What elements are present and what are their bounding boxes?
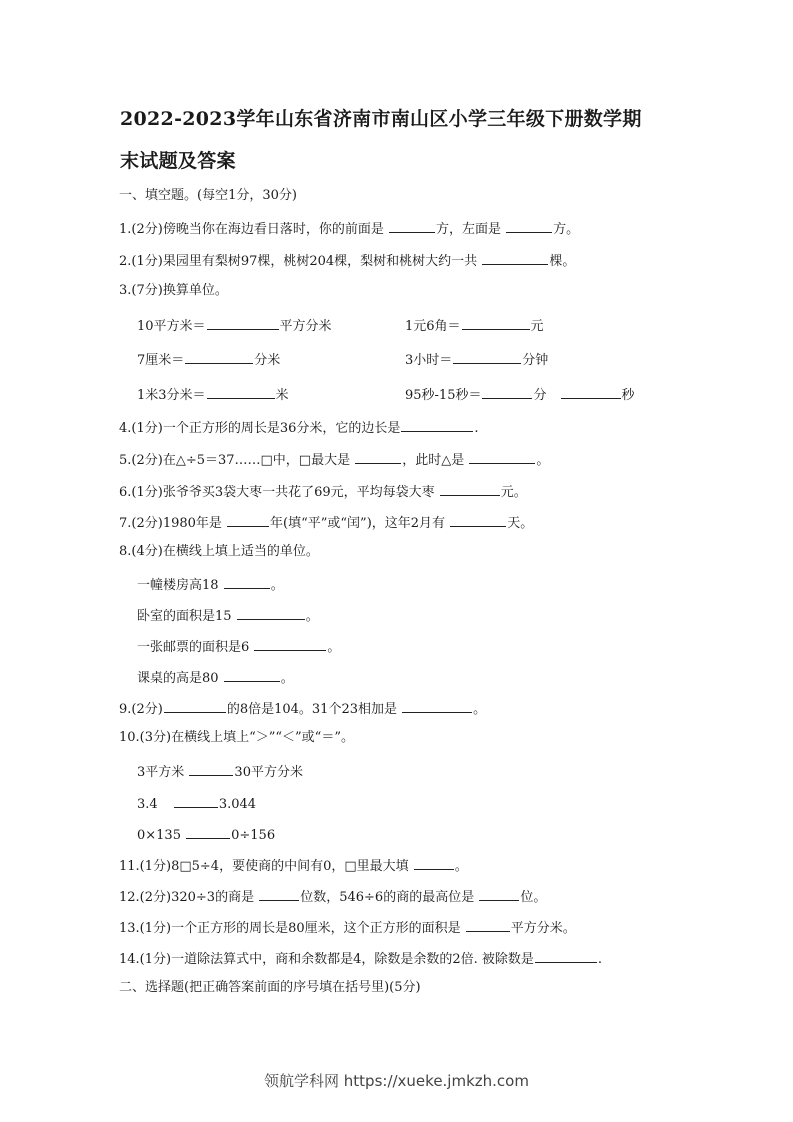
answer-blank[interactable] [164, 699, 226, 713]
question-1 [119, 219, 579, 238]
question-text: 3.4 [137, 797, 158, 812]
section-heading-multiple-choice: 二、选择题(把正确答案前面的序号填在括号里)(5分) [119, 980, 421, 995]
question-4 [119, 418, 479, 437]
answer-blank[interactable] [561, 385, 621, 399]
question-text: 年(填“平”或“闰”)，这年2月有 [270, 516, 446, 531]
answer-blank[interactable] [254, 637, 326, 651]
question-text: 位。 [520, 890, 547, 905]
answer-blank[interactable] [401, 418, 473, 432]
question-8-line-3 [137, 637, 340, 656]
question-text: 平方分米。 [510, 921, 576, 936]
question-text: 。 [454, 859, 468, 874]
question-text: 天。 [507, 516, 534, 531]
question-6 [119, 482, 527, 501]
question-12 [119, 887, 546, 906]
question-8-heading: 8.(4分)在横线上填上适当的单位。 [119, 544, 319, 559]
question-text: 12.(2分)320÷3的商是 [119, 890, 255, 905]
answer-blank[interactable] [506, 219, 552, 233]
question-text: 0÷156 [231, 828, 276, 843]
question-3-heading: 3.(7分)换算单位。 [119, 283, 228, 298]
question-text: 4.(1分)一个正方形的周长是36分米，它的边长是 [119, 421, 401, 436]
answer-blank[interactable] [450, 513, 506, 527]
question-text: 。 [473, 702, 487, 717]
answer-blank[interactable] [227, 513, 269, 527]
question-13 [119, 918, 576, 937]
question-text: 分米 [254, 353, 281, 368]
answer-blank[interactable] [207, 316, 279, 330]
question-text: 11.(1分)8□5÷4，要使商的中间有0，□里最大填 [119, 859, 409, 874]
question-8-line-2 [137, 606, 319, 625]
question-3-row-1 [137, 316, 637, 335]
question-text: 3小时＝ [405, 353, 453, 368]
question-text: 30平方分米 [234, 765, 303, 780]
question-text: . [597, 952, 603, 967]
question-5 [119, 450, 549, 469]
answer-blank[interactable] [207, 385, 275, 399]
question-text: 5.(2分)在△÷5＝37……□中，□最大是 [119, 453, 351, 468]
question-text: 1元6角＝ [405, 319, 461, 334]
question-text: 。 [280, 671, 294, 686]
answer-blank[interactable] [186, 825, 230, 839]
question-text: 1米3分米＝ [137, 388, 206, 403]
answer-blank[interactable] [482, 251, 548, 265]
answer-blank[interactable] [402, 699, 472, 713]
question-14 [119, 949, 602, 968]
question-text: 课桌的高是80 [137, 671, 219, 686]
question-text: 95秒-15秒＝ [405, 388, 482, 403]
question-11 [119, 856, 468, 875]
answer-blank[interactable] [440, 482, 500, 496]
question-8-line-4 [137, 668, 294, 687]
answer-blank[interactable] [355, 450, 401, 464]
answer-blank[interactable] [482, 385, 532, 399]
question-2 [119, 251, 575, 270]
page-title-line2: 末试题及答案 [120, 150, 236, 172]
answer-blank[interactable] [389, 219, 435, 233]
answer-blank[interactable] [453, 350, 521, 364]
answer-blank[interactable] [174, 794, 218, 808]
question-text: 7.(2分)1980年是 [119, 516, 222, 531]
question-text: 1.(2分)傍晚当你在海边看日落时，你的前面是 [119, 222, 384, 237]
footer-watermark: 领航学科网 https://xueke.jmkzh.com [264, 1072, 529, 1090]
question-text: 3平方米 [137, 765, 185, 780]
question-text: 方。 [553, 222, 580, 237]
question-text: 。 [305, 609, 319, 624]
question-10-heading: 10.(3分)在横线上填上“＞”“＜”或“＝”。 [119, 730, 354, 745]
answer-blank[interactable] [466, 918, 510, 932]
question-text: 。 [327, 640, 341, 655]
answer-blank[interactable] [185, 350, 253, 364]
answer-blank[interactable] [189, 762, 233, 776]
question-text: 2.(1分)果园里有梨树97棵，桃树204棵，梨树和桃树大约一共 [119, 254, 478, 269]
question-text: 平方分米 [279, 319, 332, 334]
question-text: 14.(1分)一道除法算式中，商和余数都是4，除数是余数的2倍. 被除数是 [119, 952, 534, 967]
answer-blank[interactable] [479, 887, 519, 901]
question-text: 元。 [500, 485, 527, 500]
question-text: 一张邮票的面积是6 [137, 640, 250, 655]
question-text: 分钟 [522, 353, 549, 368]
answer-blank[interactable] [224, 668, 280, 682]
answer-blank[interactable] [469, 450, 535, 464]
question-text: 位数，546÷6的商的最高位是 [300, 890, 475, 905]
question-text: 的8倍是104。31个23相加是 [226, 702, 397, 717]
question-3-row-2 [137, 350, 637, 369]
question-text: 6.(1分)张爷爷买3袋大枣一共花了69元，平均每袋大枣 [119, 485, 435, 500]
question-text: 分 [533, 388, 547, 403]
question-text: 一幢楼房高18 [137, 578, 219, 593]
question-text: 秒 [621, 388, 635, 403]
question-text: 元 [530, 319, 544, 334]
question-10-line-2 [137, 794, 256, 813]
question-9 [119, 699, 486, 718]
answer-blank[interactable] [259, 887, 299, 901]
question-text: 13.(1分)一个正方形的周长是80厘米，这个正方形的面积是 [119, 921, 461, 936]
answer-blank[interactable] [462, 316, 530, 330]
question-text: 0×135 [137, 828, 181, 843]
answer-blank[interactable] [414, 856, 454, 870]
question-3-row-3 [137, 385, 657, 404]
question-text: 。 [536, 453, 550, 468]
question-text: 10平方米＝ [137, 319, 206, 334]
question-text: 方，左面是 [435, 222, 501, 237]
question-text: 卧室的面积是15 [137, 609, 232, 624]
question-7 [119, 513, 533, 532]
section-heading-fill-blanks: 一、填空题。(每空1分，30分) [119, 188, 297, 203]
question-10-line-3 [137, 825, 275, 844]
question-8-line-1 [137, 575, 284, 594]
answer-blank[interactable] [224, 575, 270, 589]
answer-blank[interactable] [535, 949, 597, 963]
question-text: ，此时△是 [402, 453, 465, 468]
answer-blank[interactable] [237, 606, 305, 620]
question-text: 。 [270, 578, 284, 593]
question-text: 米 [275, 388, 289, 403]
question-text: 棵。 [549, 254, 576, 269]
question-text: 3.044 [218, 797, 257, 812]
question-text: 7厘米＝ [137, 353, 185, 368]
question-text: 9.(2分) [119, 702, 163, 717]
page-title-line1: 2022-2023学年山东省济南市南山区小学三年级下册数学期 [120, 108, 642, 130]
question-10-line-1 [137, 762, 303, 781]
question-text: . [474, 421, 479, 436]
